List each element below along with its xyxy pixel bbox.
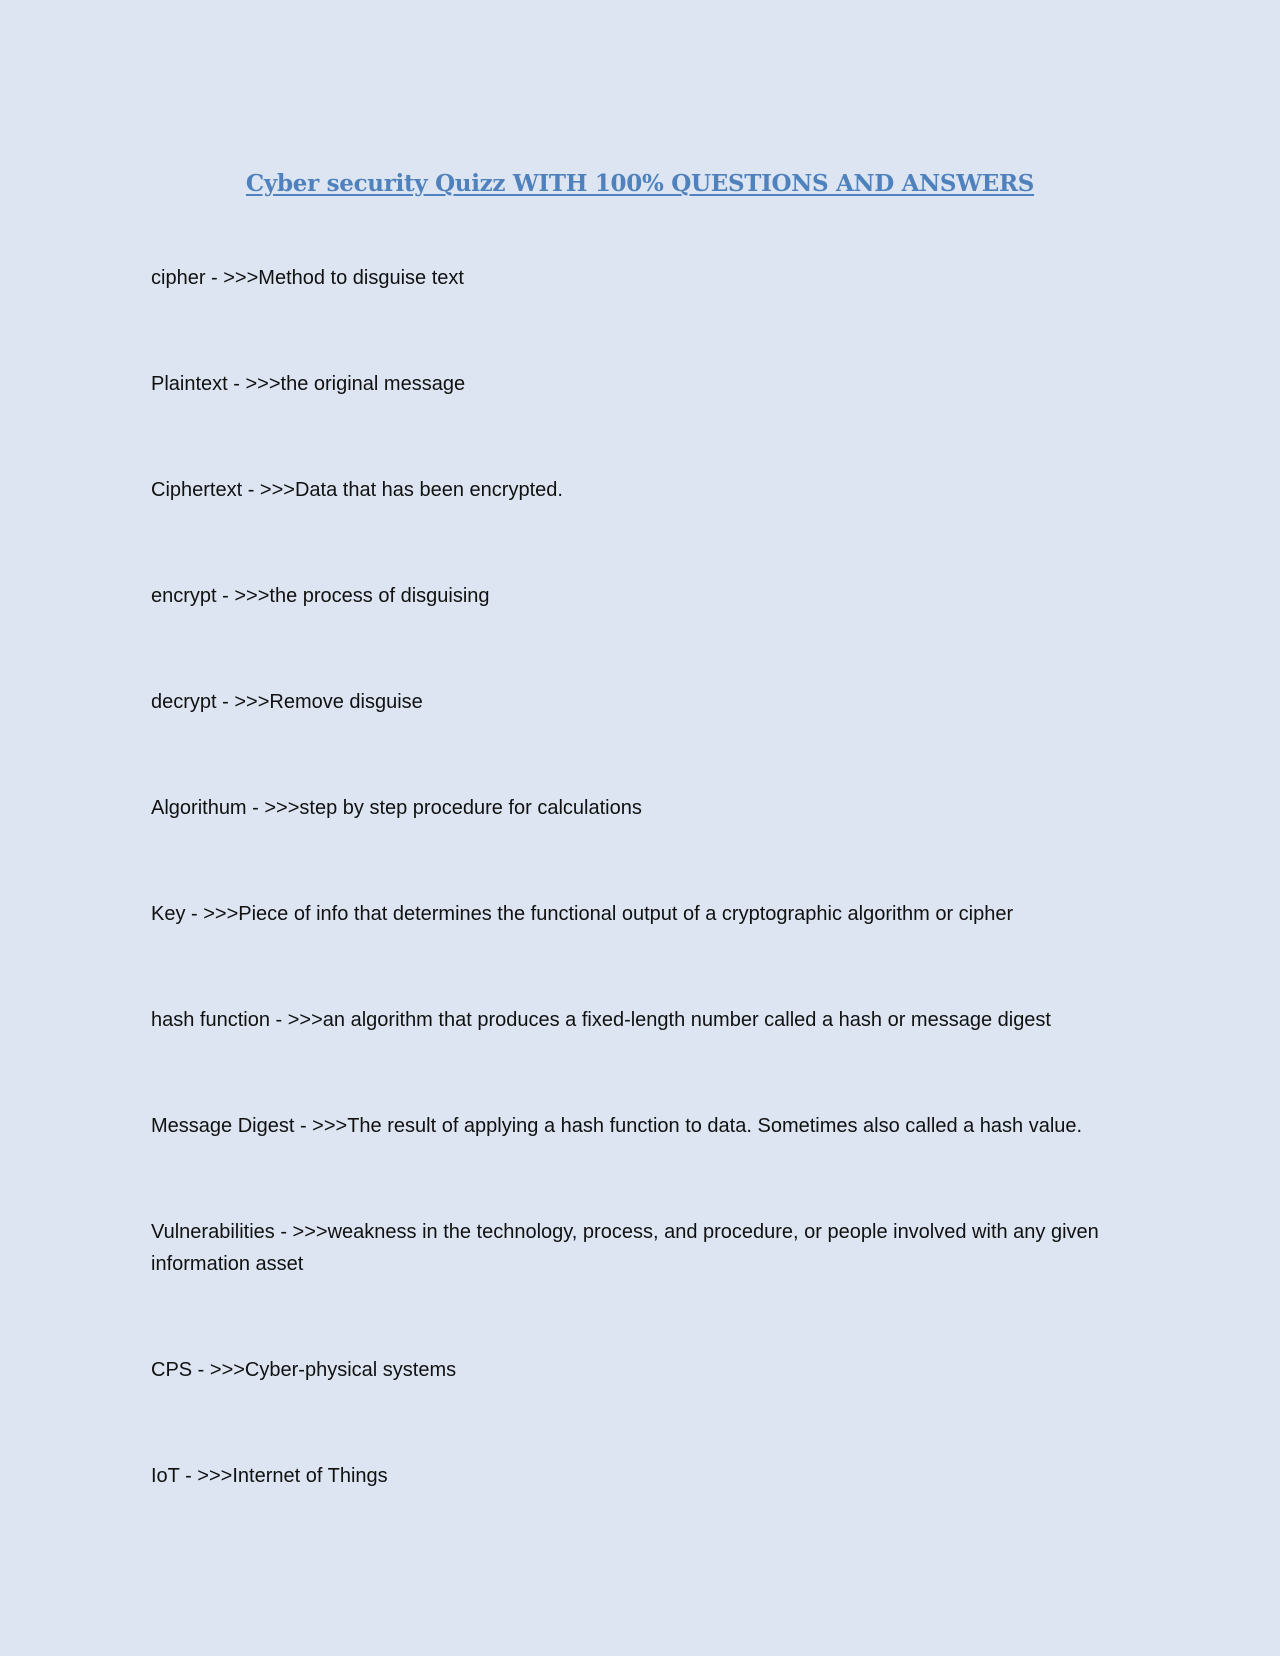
qa-entry-encrypt: encrypt - >>>the process of disguising <box>151 585 490 607</box>
qa-entry-iot: IoT - >>>Internet of Things <box>151 1465 388 1487</box>
qa-entry-cps: CPS - >>>Cyber-physical systems <box>151 1359 457 1381</box>
qa-list <box>151 262 1131 1566</box>
document-title: Cyber security Quizz WITH 100% QUESTIONS AND ANSWERS <box>245 170 1035 197</box>
qa-entry-ciphertext: Ciphertext - >>>Data that has been encrypted. <box>151 479 563 501</box>
qa-entry-message-digest: Message Digest - >>>The result of applying a hash function to data. Sometimes also called a hash value. <box>151 1115 1083 1137</box>
qa-entry-key: Key - >>>Piece of info that determines the functional output of a cryptographic algorithm or cipher <box>151 903 1014 925</box>
qa-entry-vulnerabilities: Vulnerabilities - >>>weakness in the technology, process, and procedure, or people involved with any given information asset <box>151 1221 1099 1275</box>
qa-entry-cipher: cipher - >>>Method to disguise text <box>151 267 464 289</box>
qa-entry-decrypt: decrypt - >>>Remove disguise <box>151 691 423 713</box>
qa-entry-plaintext: Plaintext - >>>the original message <box>151 373 466 395</box>
qa-entry-hash-function: hash function - >>>an algorithm that produces a fixed-length number called a hash or message digest <box>151 1009 1051 1031</box>
qa-entry-algorithum: Algorithum - >>>step by step procedure for calculations <box>151 797 642 819</box>
